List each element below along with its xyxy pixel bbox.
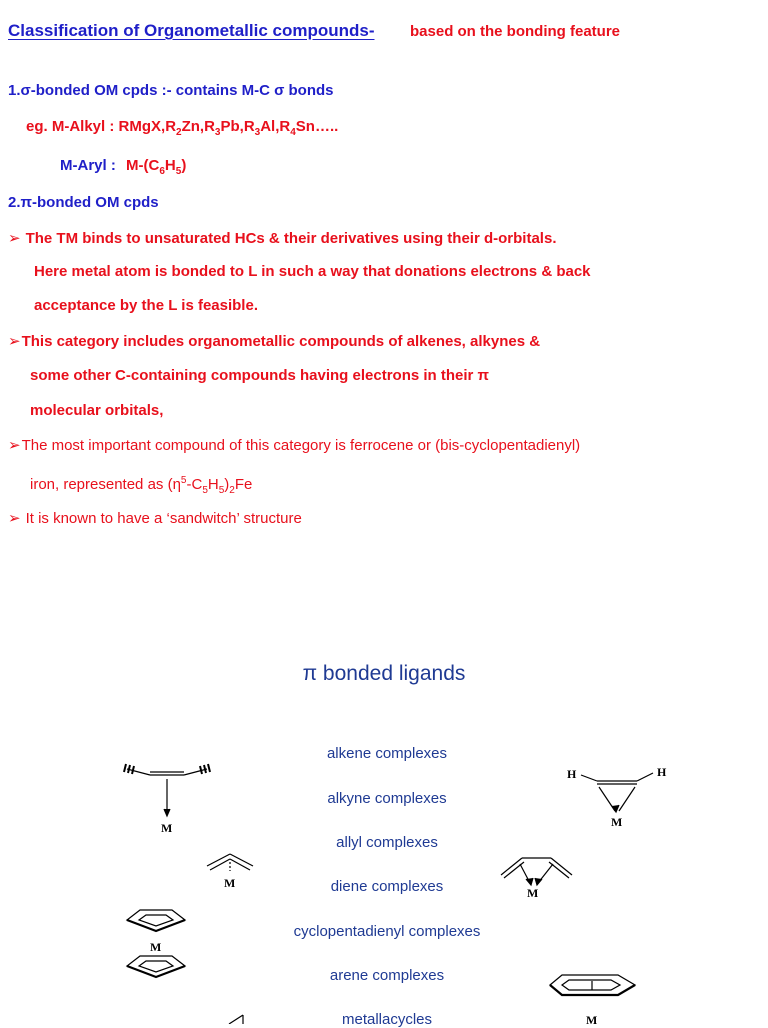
ligand-item-alkyne: alkyne complexes xyxy=(327,790,447,807)
metal-label-sandwich: M xyxy=(150,940,162,954)
metallacycle-structure xyxy=(229,1015,243,1024)
bullet-text: It is known to have a ‘sandwitch’ structure xyxy=(25,510,302,527)
metal-label-allyl: M xyxy=(224,876,236,890)
arrowhead-bullet-icon: ➢ xyxy=(8,332,21,350)
arrowhead-bullet-icon: ➢ xyxy=(8,509,21,527)
alkyl-examples: $RMgX,R_2Zn,R_3Pb,R_3Al,R_4Sn\dots$.. xyxy=(118,118,339,138)
aryl-label: M-Aryl : xyxy=(60,157,116,174)
page-subtitle: based on the bonding feature xyxy=(410,23,621,40)
section2-heading: 2.π-bonded OM cpds xyxy=(8,194,159,211)
bullet3-line2: iron, represented as $(\eta^5-C_5H_5)_2Fe$ xyxy=(30,475,253,496)
arrowhead-bullet-icon: ➢ xyxy=(8,436,21,454)
bullet-text: The TM binds to unsaturated HCs & their derivatives using their d-orbitals. xyxy=(25,230,557,247)
diene-complex-structure xyxy=(501,858,572,885)
metal-label-alkyne: M xyxy=(611,815,623,829)
metal-label-diene: M xyxy=(527,886,539,900)
page-title: Classification of Organometallic compounds- xyxy=(8,21,375,40)
arene-complex-structure xyxy=(550,975,635,995)
ligands-heading: π bonded ligands xyxy=(302,662,466,685)
ligand-item-metallacycles: metallacycles xyxy=(341,1011,433,1028)
ligand-item-diene: diene complexes xyxy=(330,878,444,895)
alkene-complex-structure xyxy=(124,764,210,816)
ligand-item-cyclopentadienyl: cyclopentadienyl complexes xyxy=(293,923,481,940)
alkyl-label: eg. M-Alkyl : xyxy=(26,118,115,135)
aryl-example: $M-(C_6H_5)$ xyxy=(126,157,187,177)
hydrogen-label-left: H xyxy=(567,767,577,781)
hydrogen-label-right: H xyxy=(657,765,667,779)
bullet-text: The most important compound of this category is ferrocene or (bis-cyclopentadienyl) xyxy=(21,437,581,454)
ligand-item-allyl: allyl complexes xyxy=(336,834,438,851)
bullet2-line3: molecular orbitals, xyxy=(30,402,164,419)
metal-label-alkene: M xyxy=(161,821,173,835)
bullet1-line2: Here metal atom is bonded to L in such a way that donations electrons & back xyxy=(34,263,591,280)
bullet2-line2: some other C-containing compounds having electrons in their π xyxy=(30,367,490,384)
ligand-item-arene: arene complexes xyxy=(329,967,445,984)
bullet1-line3: acceptance by the L is feasible. xyxy=(34,297,258,314)
alkyne-complex-structure xyxy=(581,773,653,812)
arrowhead-bullet-icon: ➢ xyxy=(8,229,21,247)
section1-heading: 1.σ-bonded OM cpds :- contains M-C σ bonds xyxy=(8,82,334,99)
bullet-text: This category includes organometallic compounds of alkenes, alkynes & xyxy=(21,333,541,350)
ligand-item-alkene: alkene complexes xyxy=(326,745,448,762)
allyl-complex-structure xyxy=(207,854,253,871)
metal-label-arene: M xyxy=(586,1013,598,1024)
